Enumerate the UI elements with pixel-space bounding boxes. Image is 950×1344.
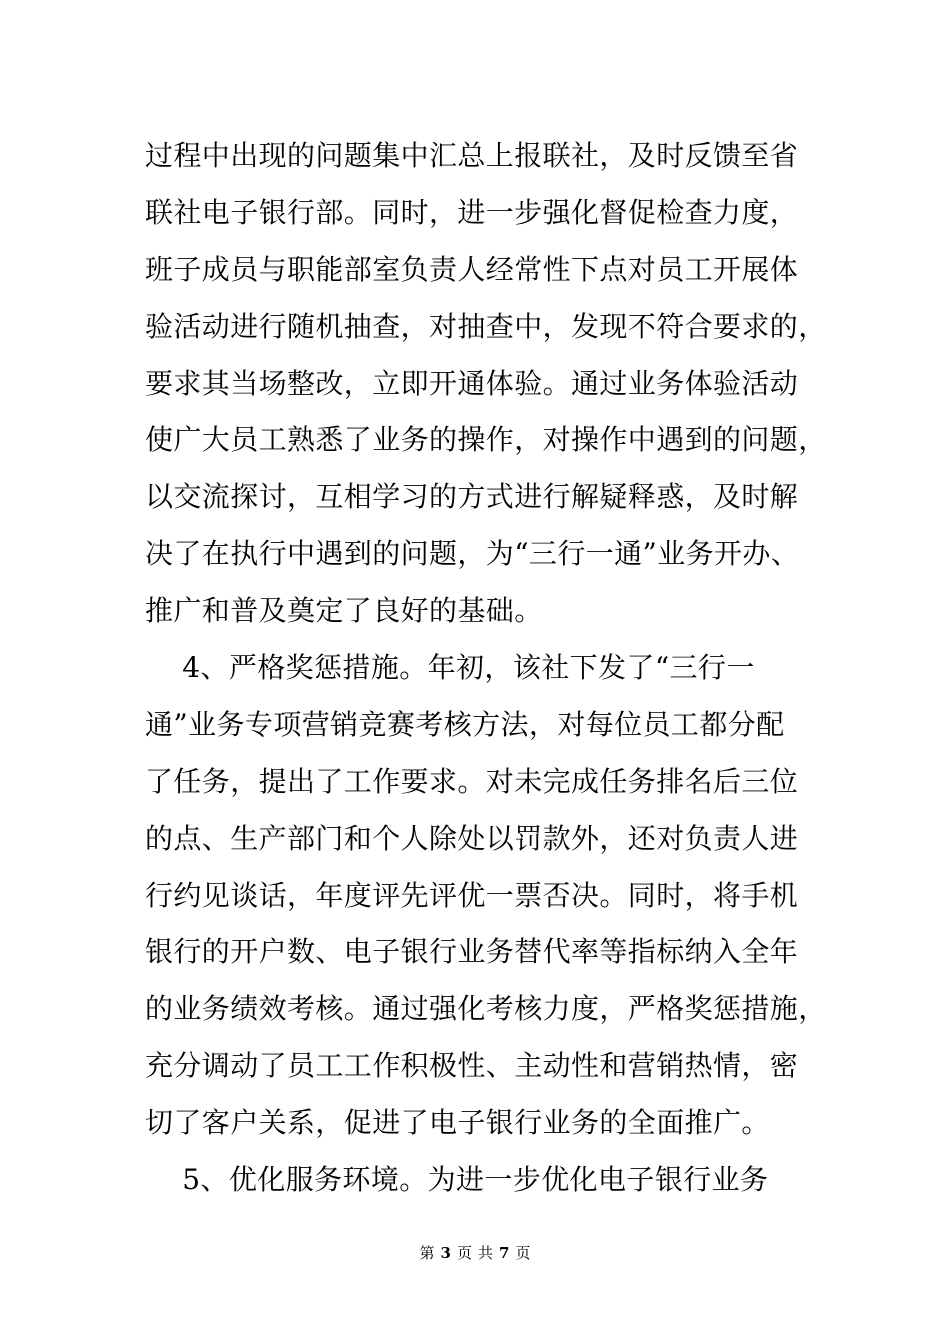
- text-line: 使广大员工熟悉了业务的操作，对操作中遇到的问题，: [145, 423, 827, 457]
- text-line: 以交流探讨，互相学习的方式进行解疑释惑，及时解: [145, 480, 799, 514]
- text-line: 推广和普及奠定了良好的基础。: [145, 594, 543, 628]
- page-footer: [0, 1243, 950, 1263]
- footer-prefix: 第: [419, 1244, 435, 1262]
- body-text: [145, 128, 825, 1209]
- text-line: 联社电子银行部。同时，进一步强化督促检查力度，: [145, 195, 799, 229]
- text-line: 银行的开户数、电子银行业务替代率等指标纳入全年: [145, 935, 799, 969]
- paragraph-5-start: 5、优化服务环境。为进一步优化电子银行业务: [145, 1163, 769, 1197]
- current-page-number: 3: [440, 1244, 451, 1262]
- text-line: 的点、生产部门和个人除处以罚款外，还对负责人进: [145, 821, 799, 855]
- text-line: 了任务，提出了工作要求。对未完成任务排名后三位: [145, 764, 799, 798]
- text-line: 切了客户关系，促进了电子银行业务的全面推广。: [145, 1106, 770, 1140]
- text-line: 要求其当场整改，立即开通体验。通过业务体验活动: [145, 366, 799, 400]
- text-line: 班子成员与职能部室负责人经常性下点对员工开展体: [145, 252, 799, 286]
- total-pages-number: 7: [499, 1244, 510, 1262]
- footer-total-prefix: 共: [478, 1244, 494, 1262]
- text-line: 的业务绩效考核。通过强化考核力度，严格奖惩措施，: [145, 992, 827, 1026]
- footer-suffix: 页: [515, 1244, 531, 1262]
- text-line: 通”业务专项营销竞赛考核方法，对每位员工都分配: [145, 707, 785, 741]
- paragraph-4-start: 4、严格奖惩措施。年初，该社下发了“三行一: [145, 651, 755, 685]
- text-line: 决了在执行中遇到的问题，为“三行一通”业务开办、: [145, 537, 800, 571]
- text-line: 过程中出现的问题集中汇总上报联社，及时反馈至省: [145, 139, 799, 172]
- text-line: 充分调动了员工工作积极性、主动性和营销热情，密: [145, 1049, 799, 1083]
- text-line: 验活动进行随机抽查，对抽查中，发现不符合要求的，: [145, 309, 827, 343]
- text-line: 行约见谈话，年度评先评优一票否决。同时，将手机: [145, 878, 799, 912]
- footer-page-word: 页: [456, 1244, 472, 1262]
